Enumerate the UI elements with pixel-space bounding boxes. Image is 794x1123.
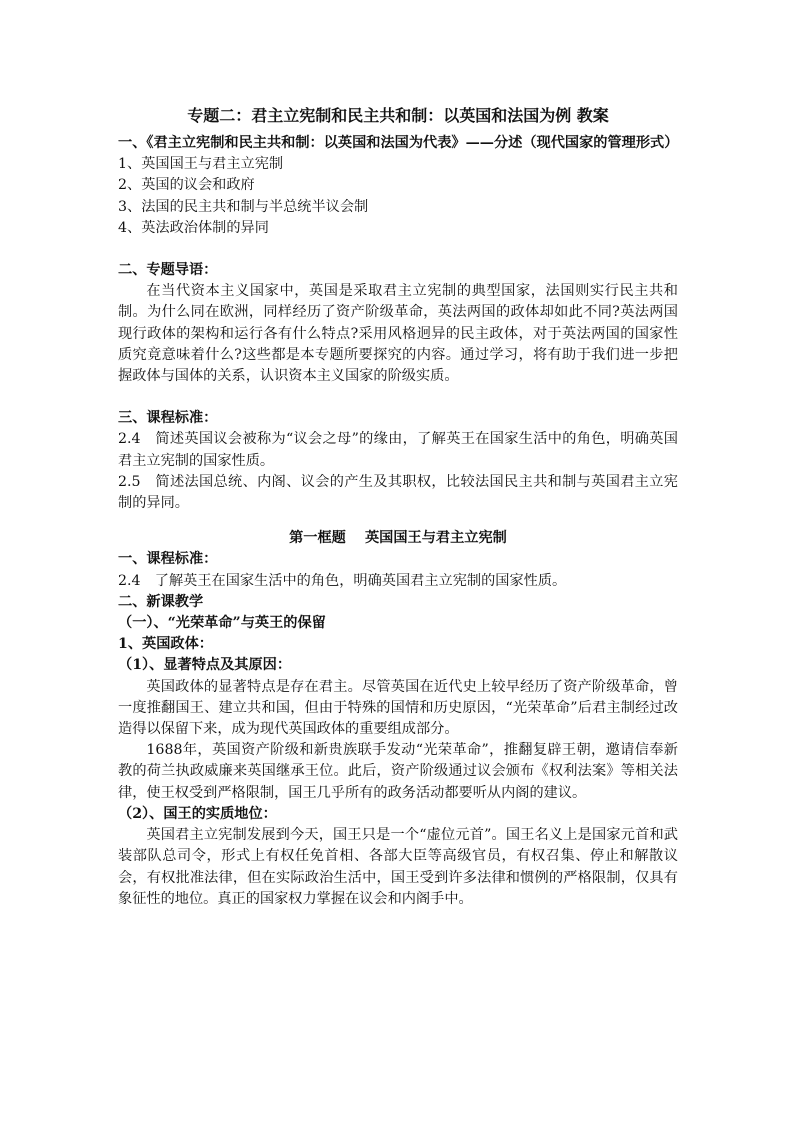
section1-item: 3、法国的民主共和制与半总统半议会制 [118,198,369,215]
section1-item: 1、英国国王与君主立宪制 [118,156,284,173]
subsection-1-1-heading: （1）、显著特点及其原因： [118,657,292,674]
section2-heading: 二、专题导语： [118,262,218,279]
spacer [118,239,678,260]
subsection-1-2-heading: （2）、国王的实质地位： [118,805,277,822]
subsection-1-heading: 1、英国政体： [118,636,213,653]
paragraph-c: 英国君主立宪制发展到今天，国王只是一个“虚位元首”。国王名义上是国家元首和武装部队总司令，形式上有权任免首相、各部大臣等高级官员，有权召集、停止和解散议会，有权批准法律，但在实际政治生活中，国王受到许多法律和惯例的严格限制，仅具有象征性的地位。真正的国家权力掌握在议会和内阁手中。 [118,827,678,907]
standard-item: 2.5 简述法国总统、内阁、议会的产生及其职权，比较法国民主共和制与英国君主立宪制的异同。 [118,473,678,512]
frame-section2-heading: 二、新课教学 [118,593,204,610]
document-page [118,103,678,910]
document-title: 专题二：君主立宪制和民主共和制：以英国和法国为例 教案 [187,106,609,125]
section1-item: 2、英国的议会和政府 [118,177,255,194]
frame-section1-heading: 一、课程标准： [118,551,218,568]
frame-standard-item: 2.4 了解英王在国家生活中的角色，明确英国君主立宪制的国家性质。 [118,572,567,589]
paragraph-a: 英国政体的显著特点是存在君主。尽管英国在近代史上较早经历了资产阶级革命，曾一度推翻国王、建立共和国，但由于特殊的国情和历史原因，“光荣革命”后君主制经过改造得以保留下来，成为现代英国政体的重要组成部分。 [118,678,678,738]
spacer [118,387,678,408]
standard-item: 2.4 简述英国议会被称为“议会之母”的缘由，了解英王在国家生活中的角色，明确英国君主立宪制的国家性质。 [118,431,678,469]
subsection-heading: （一）、“光荣革命”与英王的保留 [118,615,326,632]
frame-title: 第一框题 英国国王与君主立宪制 [289,530,507,547]
section1-item: 4、英法政治体制的异同 [118,219,269,236]
spacer [118,514,678,524]
section3-heading: 三、课程标准： [118,410,218,427]
section1-heading: 一、《君主立宪制和民主共和制：以英国和法国为代表》——分述（现代国家的管理形式） [118,135,679,151]
section2-paragraph: 在当代资本主义国家中，英国是采取君主立宪制的典型国家，法国则实行民主共和制。为什么同在欧洲，同样经历了资产阶级革命，英法两国的政体却如此不同?英法两国现行政体的架构和运行各有什么特点?采用风格迥异的民主政体，对于英法两国的国家性质究竟意味着什么?这些都是本专题所要探究的内容。通过学习，将有助于我们进一步把握政体与国体的关系，认识资本主义国家的阶级实质。 [118,283,678,385]
paragraph-b: 1688年，英国资产阶级和新贵族联手发动“光荣革命”，推翻复辟王朝，邀请信奉新教的荷兰执政威廉来英国继承王位。此后，资产阶级通过议会颁布《权利法案》等相关法律，使王权受到严格限制，国王几乎所有的政务活动都要听从内阁的建议。 [118,742,678,801]
